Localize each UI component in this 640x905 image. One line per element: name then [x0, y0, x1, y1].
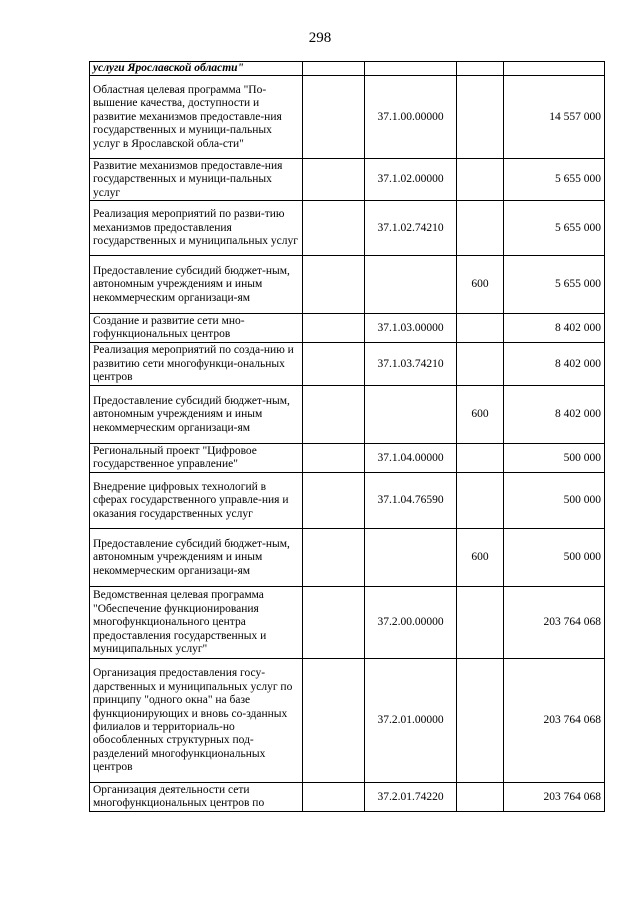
expense-type-cell: 600: [457, 256, 504, 314]
amount-cell: 500 000: [504, 529, 605, 587]
expense-type-cell: [457, 201, 504, 256]
program-name-cell: Предоставление субсидий бюджет-ным, автономным учреждениям и иным некоммерческим организаци-ям: [90, 529, 303, 587]
amount-cell: 5 655 000: [504, 159, 605, 201]
table-row: [90, 159, 605, 201]
amount-cell: 5 655 000: [504, 256, 605, 314]
blank-cell: [303, 386, 365, 444]
table-row: [90, 76, 605, 159]
expense-type-cell: [457, 783, 504, 812]
program-name-cell: Реализация мероприятий по разви-тию механизмов предоставления государственных и муниципальных услуг: [90, 201, 303, 256]
target-code-cell: 37.1.04.00000: [365, 444, 457, 473]
target-code-cell: [365, 386, 457, 444]
expense-type-cell: [457, 473, 504, 529]
program-name-cell: Предоставление субсидий бюджет-ным, автономным учреждениям и иным некоммерческим организаци-ям: [90, 256, 303, 314]
page-number: 298: [308, 30, 332, 46]
expense-type-cell: [457, 587, 504, 659]
blank-cell: [303, 76, 365, 159]
target-code-cell: 37.1.02.74210: [365, 201, 457, 256]
expense-type-cell: [457, 343, 504, 386]
amount-cell: [504, 62, 605, 76]
budget-table: [89, 61, 605, 812]
expense-type-cell: 600: [457, 386, 504, 444]
blank-cell: [303, 201, 365, 256]
amount-cell: 203 764 068: [504, 587, 605, 659]
target-code-cell: [365, 529, 457, 587]
program-name-cell: Областная целевая программа "По-вышение качества, доступности и развитие механизмов предоставле-ния государственных и муници-пальных услуг в Ярославской обла-сти": [90, 76, 303, 159]
target-code-cell: 37.1.02.00000: [365, 159, 457, 201]
amount-cell: 14 557 000: [504, 76, 605, 159]
expense-type-cell: [457, 444, 504, 473]
blank-cell: [303, 62, 365, 76]
program-name-cell: Региональный проект "Цифровое государственное управление": [90, 444, 303, 473]
expense-type-cell: [457, 76, 504, 159]
amount-cell: 8 402 000: [504, 386, 605, 444]
blank-cell: [303, 783, 365, 812]
table-row: [90, 343, 605, 386]
expense-type-cell: [457, 314, 504, 343]
blank-cell: [303, 159, 365, 201]
expense-type-cell: 600: [457, 529, 504, 587]
target-code-cell: 37.1.03.00000: [365, 314, 457, 343]
program-name-cell: Организация предоставления госу-дарственных и муниципальных услуг по принципу "одного окна" на базе функционирующих и вновь со-зданных филиалов и территориаль-но обособленных структурных под-разделений многофункциональных центров: [90, 659, 303, 783]
amount-cell: 8 402 000: [504, 343, 605, 386]
target-code-cell: 37.2.00.00000: [365, 587, 457, 659]
blank-cell: [303, 314, 365, 343]
program-name-cell: Внедрение цифровых технологий в сферах государственного управле-ния и оказания государственных услуг: [90, 473, 303, 529]
program-name-cell: Организация деятельности сети многофункциональных центров по: [90, 783, 303, 812]
table-row: [90, 444, 605, 473]
table-row: [90, 201, 605, 256]
program-name-cell: Создание и развитие сети мно-гофункциональных центров: [90, 314, 303, 343]
blank-cell: [303, 343, 365, 386]
table-row: [90, 62, 605, 76]
amount-cell: 500 000: [504, 444, 605, 473]
expense-type-cell: [457, 159, 504, 201]
amount-cell: 203 764 068: [504, 783, 605, 812]
blank-cell: [303, 256, 365, 314]
table-row: [90, 256, 605, 314]
table-row: [90, 587, 605, 659]
program-name-cell: Реализация мероприятий по созда-нию и развитию сети многофункци-ональных центров: [90, 343, 303, 386]
amount-cell: 203 764 068: [504, 659, 605, 783]
program-name-cell: услуги Ярославской области": [90, 62, 303, 76]
blank-cell: [303, 444, 365, 473]
target-code-cell: [365, 62, 457, 76]
table-row: [90, 783, 605, 812]
table-row: [90, 473, 605, 529]
target-code-cell: 37.1.00.00000: [365, 76, 457, 159]
table-row: [90, 659, 605, 783]
expense-type-cell: [457, 62, 504, 76]
target-code-cell: [365, 256, 457, 314]
amount-cell: 500 000: [504, 473, 605, 529]
amount-cell: 8 402 000: [504, 314, 605, 343]
blank-cell: [303, 659, 365, 783]
table-row: [90, 386, 605, 444]
program-name-cell: Предоставление субсидий бюджет-ным, автономным учреждениям и иным некоммерческим организаци-ям: [90, 386, 303, 444]
table-row: [90, 314, 605, 343]
target-code-cell: 37.1.03.74210: [365, 343, 457, 386]
program-name-cell: Развитие механизмов предоставле-ния государственных и муници-пальных услуг: [90, 159, 303, 201]
target-code-cell: 37.2.01.74220: [365, 783, 457, 812]
blank-cell: [303, 587, 365, 659]
blank-cell: [303, 529, 365, 587]
table-row: [90, 529, 605, 587]
expense-type-cell: [457, 659, 504, 783]
amount-cell: 5 655 000: [504, 201, 605, 256]
target-code-cell: 37.2.01.00000: [365, 659, 457, 783]
blank-cell: [303, 473, 365, 529]
program-name-cell: Ведомственная целевая программа "Обеспечение функционирования многофункционального центра предоставления государственных и муниципальных услуг": [90, 587, 303, 659]
target-code-cell: 37.1.04.76590: [365, 473, 457, 529]
